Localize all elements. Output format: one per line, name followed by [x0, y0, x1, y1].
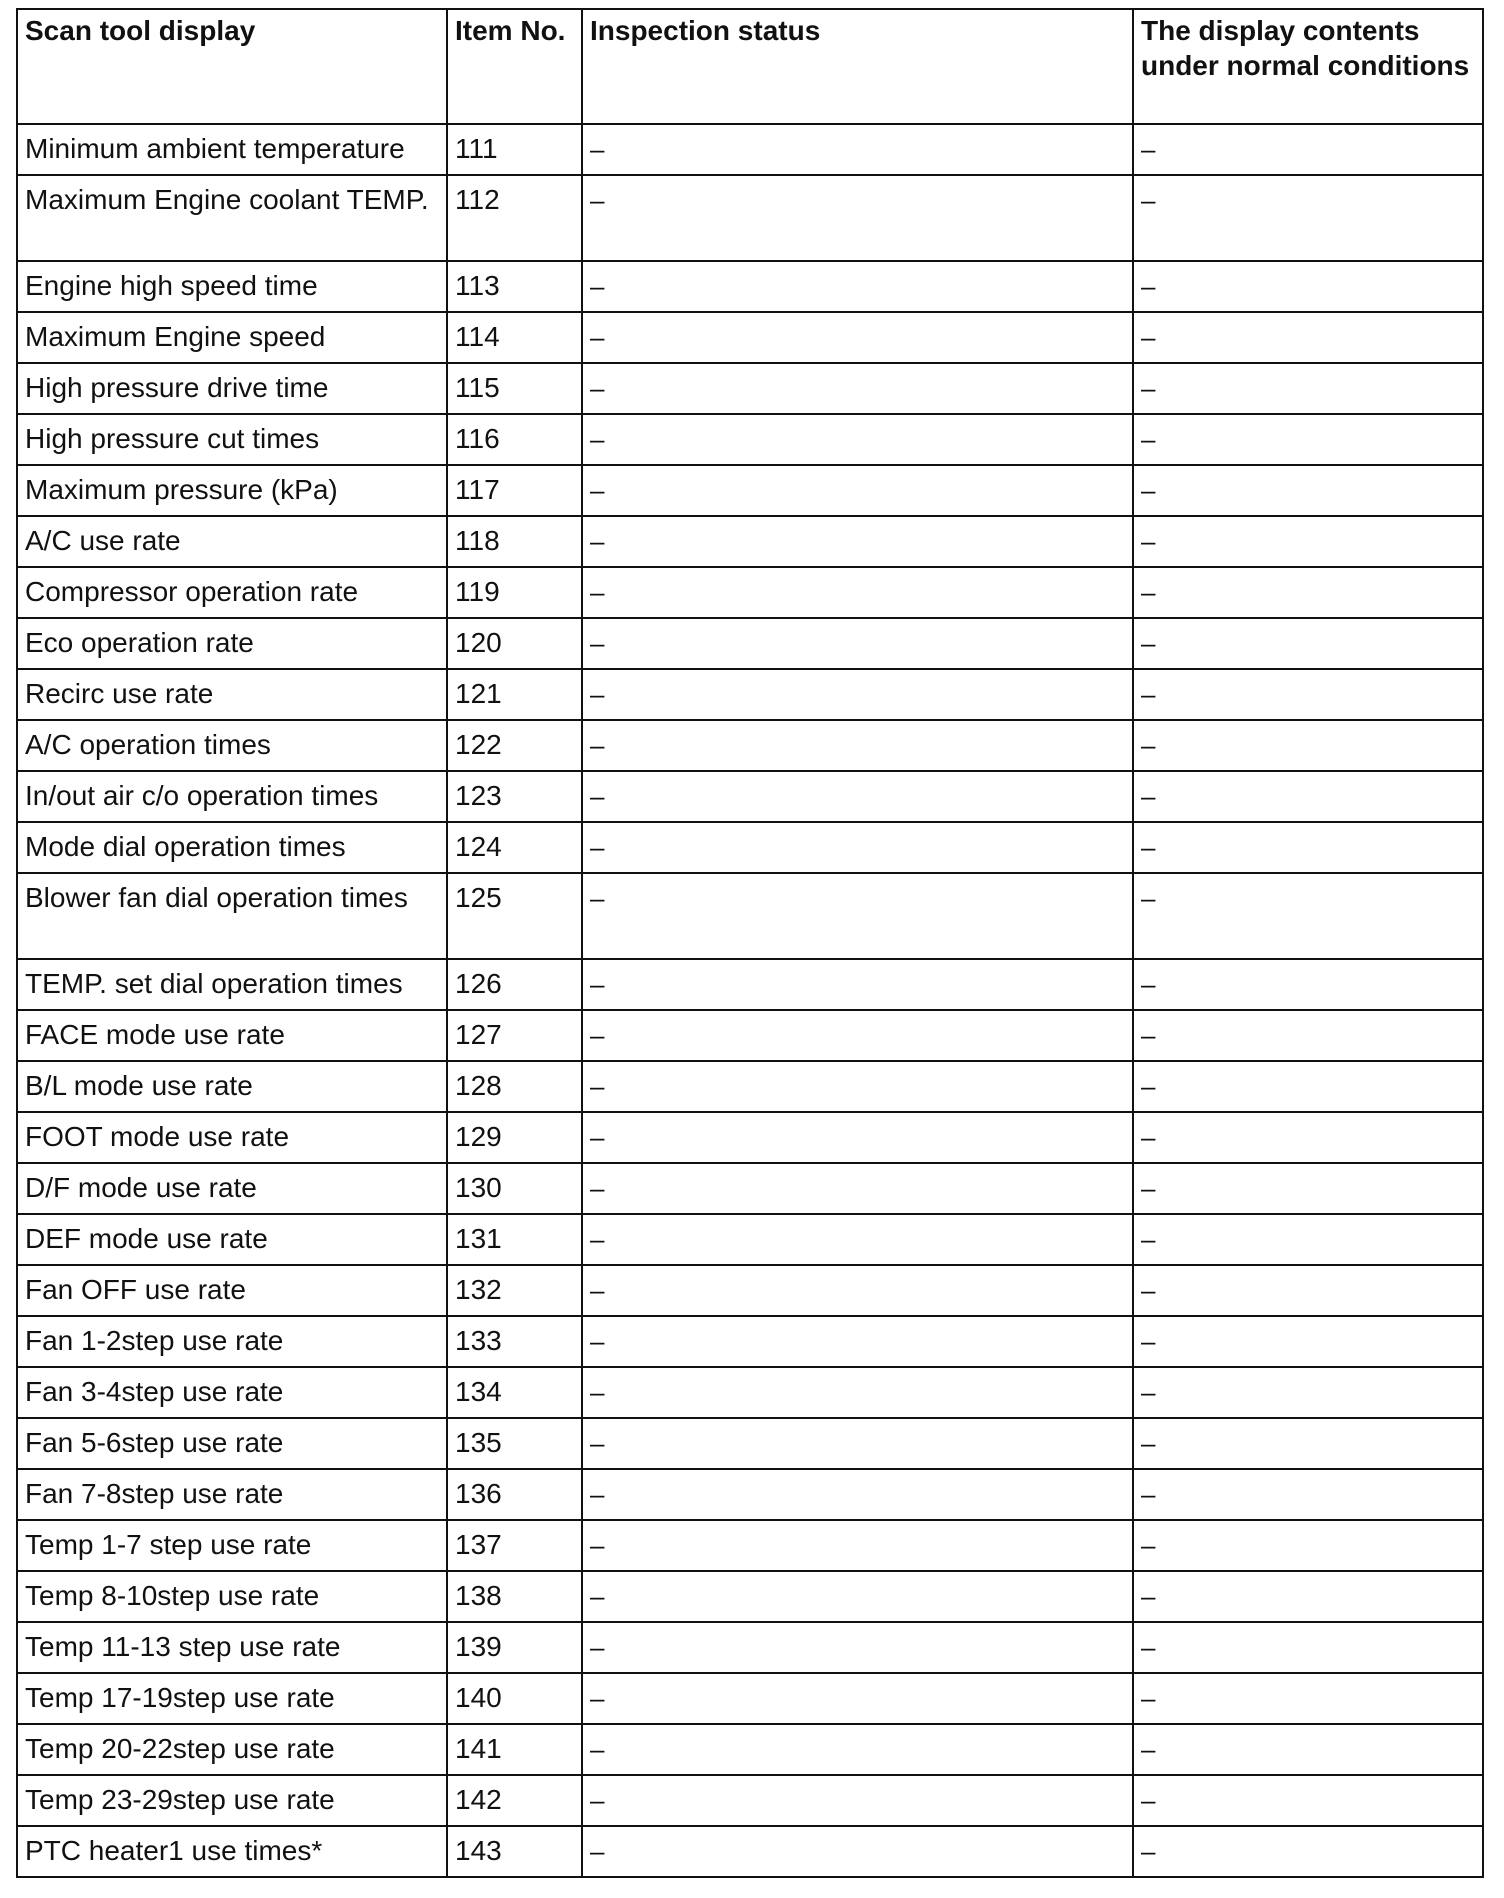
dash-value: – — [590, 1377, 605, 1407]
dash-value: – — [590, 373, 605, 403]
scan-tool-display-cell: PTC heater1 use times* — [17, 1826, 447, 1877]
inspection-status-cell — [582, 1265, 1133, 1316]
dash-value: – — [590, 1479, 605, 1509]
header-scan-tool-display: Scan tool display — [17, 9, 447, 124]
table-row — [17, 873, 1483, 959]
inspection-status-cell — [582, 873, 1133, 959]
item-no-cell: 135 — [447, 1418, 582, 1469]
normal-conditions-cell — [1133, 1367, 1483, 1418]
scan-tool-display-cell: A/C use rate — [17, 516, 447, 567]
dash-value: – — [590, 577, 605, 607]
dash-value: – — [1141, 1683, 1156, 1713]
normal-conditions-cell — [1133, 1418, 1483, 1469]
dash-value: – — [1141, 577, 1156, 607]
dash-value: – — [1141, 883, 1156, 913]
dash-value: – — [1141, 730, 1156, 760]
table-row — [17, 618, 1483, 669]
table-row — [17, 1826, 1483, 1877]
normal-conditions-cell — [1133, 959, 1483, 1010]
item-no-cell: 126 — [447, 959, 582, 1010]
dash-value: – — [590, 271, 605, 301]
inspection-status-cell — [582, 959, 1133, 1010]
normal-conditions-cell — [1133, 822, 1483, 873]
scan-tool-display-cell: Maximum Engine coolant TEMP. — [17, 175, 447, 261]
dash-value: – — [1141, 424, 1156, 454]
scan-tool-display-cell: Maximum Engine speed — [17, 312, 447, 363]
dash-value: – — [1141, 1122, 1156, 1152]
dash-value: – — [590, 1122, 605, 1152]
scan-tool-display-cell: DEF mode use rate — [17, 1214, 447, 1265]
dash-value: – — [1141, 1326, 1156, 1356]
normal-conditions-cell — [1133, 1469, 1483, 1520]
scan-tool-display-cell: A/C operation times — [17, 720, 447, 771]
item-no-cell: 130 — [447, 1163, 582, 1214]
header-normal-conditions: The display contents under normal conditions — [1133, 9, 1483, 124]
dash-value: – — [590, 1224, 605, 1254]
item-no-cell: 111 — [447, 124, 582, 175]
table-row — [17, 720, 1483, 771]
normal-conditions-cell — [1133, 1520, 1483, 1571]
scan-tool-display-cell: Temp 8-10step use rate — [17, 1571, 447, 1622]
scan-tool-display-cell: D/F mode use rate — [17, 1163, 447, 1214]
table-row — [17, 1010, 1483, 1061]
normal-conditions-cell — [1133, 1265, 1483, 1316]
scan-tool-display-cell: Minimum ambient temperature — [17, 124, 447, 175]
item-no-cell: 128 — [447, 1061, 582, 1112]
normal-conditions-cell — [1133, 1061, 1483, 1112]
scan-tool-display-cell: Temp 17-19step use rate — [17, 1673, 447, 1724]
dash-value: – — [1141, 1785, 1156, 1815]
header-inspection-status: Inspection status — [582, 9, 1133, 124]
dash-value: – — [590, 781, 605, 811]
scan-tool-display-cell: TEMP. set dial operation times — [17, 959, 447, 1010]
scan-tool-display-cell: High pressure cut times — [17, 414, 447, 465]
scan-tool-display-cell: Fan 7-8step use rate — [17, 1469, 447, 1520]
dash-value: – — [590, 322, 605, 352]
dash-value: – — [590, 1275, 605, 1305]
dash-value: – — [1141, 1020, 1156, 1050]
dash-value: – — [1141, 1581, 1156, 1611]
item-no-cell: 143 — [447, 1826, 582, 1877]
inspection-status-cell — [582, 1571, 1133, 1622]
dash-value: – — [1141, 1479, 1156, 1509]
inspection-status-cell — [582, 720, 1133, 771]
scan-tool-display-cell: FACE mode use rate — [17, 1010, 447, 1061]
item-no-cell: 112 — [447, 175, 582, 261]
dash-value: – — [1141, 628, 1156, 658]
normal-conditions-cell — [1133, 771, 1483, 822]
dash-value: – — [590, 883, 605, 913]
dash-value: – — [590, 1683, 605, 1713]
table-row — [17, 1214, 1483, 1265]
table-row — [17, 1673, 1483, 1724]
item-no-cell: 134 — [447, 1367, 582, 1418]
item-no-cell: 116 — [447, 414, 582, 465]
normal-conditions-cell — [1133, 465, 1483, 516]
table-row — [17, 516, 1483, 567]
table-row — [17, 1265, 1483, 1316]
normal-conditions-cell — [1133, 1775, 1483, 1826]
normal-conditions-cell — [1133, 312, 1483, 363]
normal-conditions-cell — [1133, 873, 1483, 959]
scan-tool-display-cell: Fan 5-6step use rate — [17, 1418, 447, 1469]
table-row — [17, 1163, 1483, 1214]
item-no-cell: 131 — [447, 1214, 582, 1265]
item-no-cell: 136 — [447, 1469, 582, 1520]
scan-tool-display-cell: B/L mode use rate — [17, 1061, 447, 1112]
dash-value: – — [1141, 832, 1156, 862]
dash-value: – — [1141, 373, 1156, 403]
dash-value: – — [1141, 1377, 1156, 1407]
inspection-status-cell — [582, 1061, 1133, 1112]
normal-conditions-cell — [1133, 1622, 1483, 1673]
dash-value: – — [1141, 475, 1156, 505]
scan-tool-display-cell: Temp 11-13 step use rate — [17, 1622, 447, 1673]
normal-conditions-cell — [1133, 720, 1483, 771]
dash-value: – — [590, 969, 605, 999]
item-no-cell: 119 — [447, 567, 582, 618]
dash-value: – — [1141, 271, 1156, 301]
item-no-cell: 141 — [447, 1724, 582, 1775]
dash-value: – — [1141, 185, 1156, 215]
inspection-status-cell — [582, 516, 1133, 567]
inspection-status-cell — [582, 669, 1133, 720]
scan-tool-display-cell: Fan 3-4step use rate — [17, 1367, 447, 1418]
inspection-status-cell — [582, 1673, 1133, 1724]
dash-value: – — [1141, 1071, 1156, 1101]
dash-value: – — [1141, 1224, 1156, 1254]
inspection-status-cell — [582, 1826, 1133, 1877]
normal-conditions-cell — [1133, 175, 1483, 261]
inspection-status-cell — [582, 312, 1133, 363]
table-row — [17, 1469, 1483, 1520]
table-row — [17, 771, 1483, 822]
inspection-status-cell — [582, 414, 1133, 465]
dash-value: – — [1141, 781, 1156, 811]
header-item-no: Item No. — [447, 9, 582, 124]
table-row — [17, 1112, 1483, 1163]
scan-tool-display-cell: Engine high speed time — [17, 261, 447, 312]
normal-conditions-cell — [1133, 363, 1483, 414]
dash-value: – — [1141, 322, 1156, 352]
table-row — [17, 465, 1483, 516]
dash-value: – — [1141, 1530, 1156, 1560]
scan-tool-display-cell: FOOT mode use rate — [17, 1112, 447, 1163]
normal-conditions-cell — [1133, 124, 1483, 175]
inspection-status-cell — [582, 1316, 1133, 1367]
scan-tool-table-container — [16, 8, 1482, 1878]
dash-value: – — [590, 1734, 605, 1764]
table-row — [17, 669, 1483, 720]
inspection-status-cell — [582, 1367, 1133, 1418]
scan-tool-display-cell: Fan 1-2step use rate — [17, 1316, 447, 1367]
normal-conditions-cell — [1133, 1673, 1483, 1724]
dash-value: – — [1141, 1275, 1156, 1305]
dash-value: – — [590, 1326, 605, 1356]
inspection-status-cell — [582, 1469, 1133, 1520]
normal-conditions-cell — [1133, 1010, 1483, 1061]
dash-value: – — [590, 1071, 605, 1101]
normal-conditions-cell — [1133, 1724, 1483, 1775]
item-no-cell: 122 — [447, 720, 582, 771]
table-row — [17, 1724, 1483, 1775]
table-row — [17, 414, 1483, 465]
dash-value: – — [590, 475, 605, 505]
dash-value: – — [1141, 679, 1156, 709]
dash-value: – — [590, 526, 605, 556]
table-row — [17, 124, 1483, 175]
scan-tool-display-cell: Compressor operation rate — [17, 567, 447, 618]
normal-conditions-cell — [1133, 1571, 1483, 1622]
item-no-cell: 113 — [447, 261, 582, 312]
dash-value: – — [1141, 969, 1156, 999]
table-row — [17, 1316, 1483, 1367]
inspection-status-cell — [582, 618, 1133, 669]
item-no-cell: 118 — [447, 516, 582, 567]
dash-value: – — [590, 185, 605, 215]
scan-tool-display-cell: Mode dial operation times — [17, 822, 447, 873]
item-no-cell: 142 — [447, 1775, 582, 1826]
normal-conditions-cell — [1133, 261, 1483, 312]
scan-tool-display-cell: Temp 23-29step use rate — [17, 1775, 447, 1826]
table-row — [17, 822, 1483, 873]
scan-tool-display-cell: Recirc use rate — [17, 669, 447, 720]
normal-conditions-cell — [1133, 1112, 1483, 1163]
inspection-status-cell — [582, 1418, 1133, 1469]
inspection-status-cell — [582, 175, 1133, 261]
table-row — [17, 959, 1483, 1010]
dash-value: – — [590, 424, 605, 454]
dash-value: – — [1141, 1428, 1156, 1458]
normal-conditions-cell — [1133, 1214, 1483, 1265]
item-no-cell: 117 — [447, 465, 582, 516]
inspection-status-cell — [582, 1163, 1133, 1214]
inspection-status-cell — [582, 363, 1133, 414]
table-row — [17, 261, 1483, 312]
item-no-cell: 140 — [447, 1673, 582, 1724]
item-no-cell: 129 — [447, 1112, 582, 1163]
item-no-cell: 125 — [447, 873, 582, 959]
header-row — [17, 9, 1483, 124]
scan-tool-display-cell: Temp 1-7 step use rate — [17, 1520, 447, 1571]
dash-value: – — [1141, 1836, 1156, 1866]
dash-value: – — [590, 832, 605, 862]
dash-value: – — [590, 1581, 605, 1611]
item-no-cell: 123 — [447, 771, 582, 822]
table-row — [17, 1571, 1483, 1622]
scan-tool-display-cell: High pressure drive time — [17, 363, 447, 414]
dash-value: – — [590, 679, 605, 709]
dash-value: – — [1141, 134, 1156, 164]
inspection-status-cell — [582, 1112, 1133, 1163]
table-body — [17, 124, 1483, 1877]
item-no-cell: 115 — [447, 363, 582, 414]
dash-value: – — [1141, 526, 1156, 556]
table-row — [17, 1061, 1483, 1112]
item-no-cell: 124 — [447, 822, 582, 873]
normal-conditions-cell — [1133, 414, 1483, 465]
table-row — [17, 1622, 1483, 1673]
item-no-cell: 133 — [447, 1316, 582, 1367]
scan-tool-display-cell: Maximum pressure (kPa) — [17, 465, 447, 516]
scan-tool-data-table — [16, 8, 1484, 1878]
normal-conditions-cell — [1133, 516, 1483, 567]
dash-value: – — [590, 730, 605, 760]
inspection-status-cell — [582, 124, 1133, 175]
normal-conditions-cell — [1133, 567, 1483, 618]
item-no-cell: 137 — [447, 1520, 582, 1571]
inspection-status-cell — [582, 1520, 1133, 1571]
table-row — [17, 567, 1483, 618]
scan-tool-display-cell: Fan OFF use rate — [17, 1265, 447, 1316]
dash-value: – — [1141, 1173, 1156, 1203]
table-row — [17, 1367, 1483, 1418]
dash-value: – — [590, 1632, 605, 1662]
table-header — [17, 9, 1483, 124]
normal-conditions-cell — [1133, 618, 1483, 669]
item-no-cell: 132 — [447, 1265, 582, 1316]
normal-conditions-cell — [1133, 1316, 1483, 1367]
table-row — [17, 363, 1483, 414]
item-no-cell: 120 — [447, 618, 582, 669]
normal-conditions-cell — [1133, 669, 1483, 720]
table-row — [17, 175, 1483, 261]
dash-value: – — [590, 1428, 605, 1458]
dash-value: – — [590, 1530, 605, 1560]
inspection-status-cell — [582, 1010, 1133, 1061]
table-row — [17, 1418, 1483, 1469]
dash-value: – — [590, 1173, 605, 1203]
dash-value: – — [590, 1020, 605, 1050]
scan-tool-display-cell: Blower fan dial operation times — [17, 873, 447, 959]
inspection-status-cell — [582, 567, 1133, 618]
item-no-cell: 121 — [447, 669, 582, 720]
scan-tool-display-cell: Temp 20-22step use rate — [17, 1724, 447, 1775]
item-no-cell: 139 — [447, 1622, 582, 1673]
inspection-status-cell — [582, 261, 1133, 312]
inspection-status-cell — [582, 771, 1133, 822]
table-row — [17, 1520, 1483, 1571]
normal-conditions-cell — [1133, 1163, 1483, 1214]
dash-value: – — [590, 134, 605, 164]
normal-conditions-cell — [1133, 1826, 1483, 1877]
dash-value: – — [590, 1785, 605, 1815]
item-no-cell: 127 — [447, 1010, 582, 1061]
inspection-status-cell — [582, 465, 1133, 516]
dash-value: – — [1141, 1632, 1156, 1662]
dash-value: – — [590, 628, 605, 658]
item-no-cell: 138 — [447, 1571, 582, 1622]
inspection-status-cell — [582, 1622, 1133, 1673]
inspection-status-cell — [582, 822, 1133, 873]
scan-tool-display-cell: In/out air c/o operation times — [17, 771, 447, 822]
table-row — [17, 312, 1483, 363]
inspection-status-cell — [582, 1724, 1133, 1775]
inspection-status-cell — [582, 1214, 1133, 1265]
inspection-status-cell — [582, 1775, 1133, 1826]
dash-value: – — [590, 1836, 605, 1866]
dash-value: – — [1141, 1734, 1156, 1764]
item-no-cell: 114 — [447, 312, 582, 363]
scan-tool-display-cell: Eco operation rate — [17, 618, 447, 669]
table-row — [17, 1775, 1483, 1826]
